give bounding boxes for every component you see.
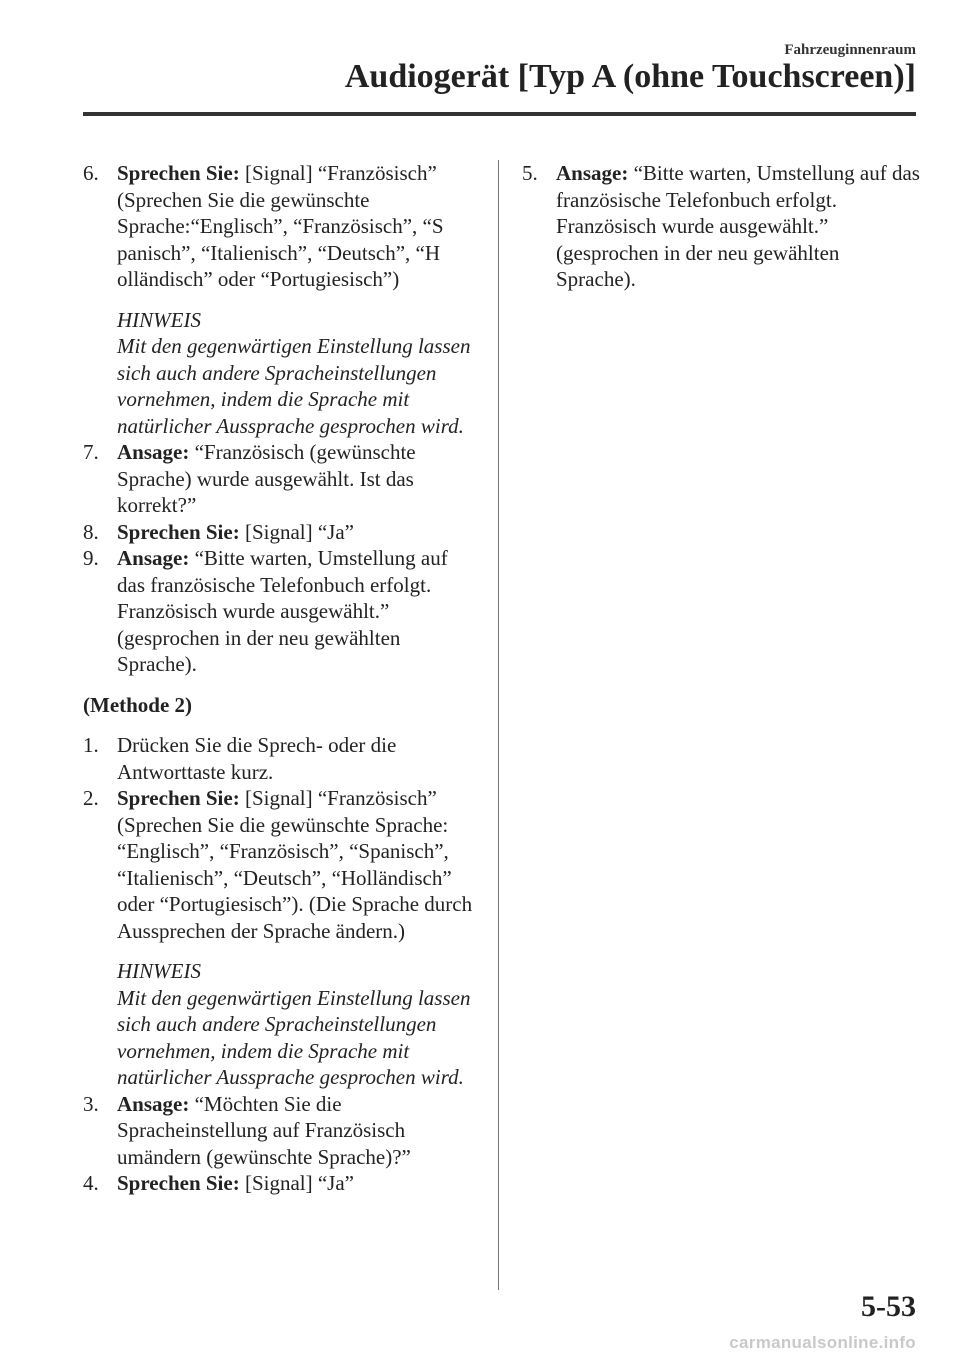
step-7: 7. Ansage: “Französisch (gewünschte Sprache) wurde ausgewählt. Ist das korrekt?” (83, 440, 416, 517)
step-9: 9. Ansage: “Bitte warten, Umstellung auf das französische Telefonbuch erfolgt. Französisch wurde ausgewählt.” (gesprochen in der neu gewählten Sprache). (83, 546, 448, 676)
right-column (522, 160, 922, 293)
method-step-3: 3. Ansage: “Möchten Sie die Spracheinstellung auf Französisch umändern (gewünschte Sprache)?” (83, 1091, 411, 1169)
step-8: 8. Sprechen Sie: [Signal] “Ja” (83, 519, 354, 544)
note-2 (117, 958, 478, 1091)
column-divider (498, 160, 499, 1290)
method-step-5: 5. Ansage: “Bitte warten, Umstellung auf das französische Telefonbuch erfolgt. Französisch wurde ausgewählt.” (gesprochen in der neu gewählten Sprache). (522, 161, 920, 291)
note-title: HINWEIS (117, 959, 201, 983)
note-title: HINWEIS (117, 307, 201, 332)
note-1 (117, 307, 478, 440)
left-column (83, 160, 478, 1197)
note-text: Mit den gegenwärtigen Einstellung lassen sich auch andere Spracheinstellungen vornehmen, indem die Sprache mit natürlicher Aussprache gesprochen wird. (117, 334, 471, 438)
watermark: carmanualsonline.info (729, 1333, 916, 1352)
note-text: Mit den gegenwärtigen Einstellung lassen sich auch andere Spracheinstellungen vornehmen, indem die Sprache mit natürlicher Aussprache gesprochen wird. (117, 985, 471, 1089)
method-step-2: 2. Sprechen Sie: [Signal] “Französisch” (Sprechen Sie die gewünschte Sprache: “Englisch”, “Französisch”, “Spanisch”, “Italienisch”, “Deutsch”, “Holländisch” oder “Portugiesisch”). (Die Sprache durch Aussprechen der Sprache ändern.) (83, 786, 473, 943)
page-title: Audiogerät [Typ A (ohne Touchscreen)] (344, 58, 916, 95)
step-6: 6. Sprechen Sie: [Signal] “Französisch” (Sprechen Sie die gewünschte Sprache:“Englisch”, “Französisch”, “S panisch”, “Italienisch”, “Deutsch”, “H olländisch” oder “Portugiesisch”) (83, 161, 444, 291)
method-step-4: 4. Sprechen Sie: [Signal] “Ja” (83, 1171, 354, 1195)
method-heading: (Methode 2) (83, 692, 193, 717)
page-number: 5-53 (861, 1290, 916, 1323)
method-step-1: 1. Drücken Sie die Sprech- oder die Antworttaste kurz. (83, 733, 397, 784)
section-name: Fahrzeuginnenraum (784, 42, 916, 58)
header-divider (83, 112, 916, 116)
